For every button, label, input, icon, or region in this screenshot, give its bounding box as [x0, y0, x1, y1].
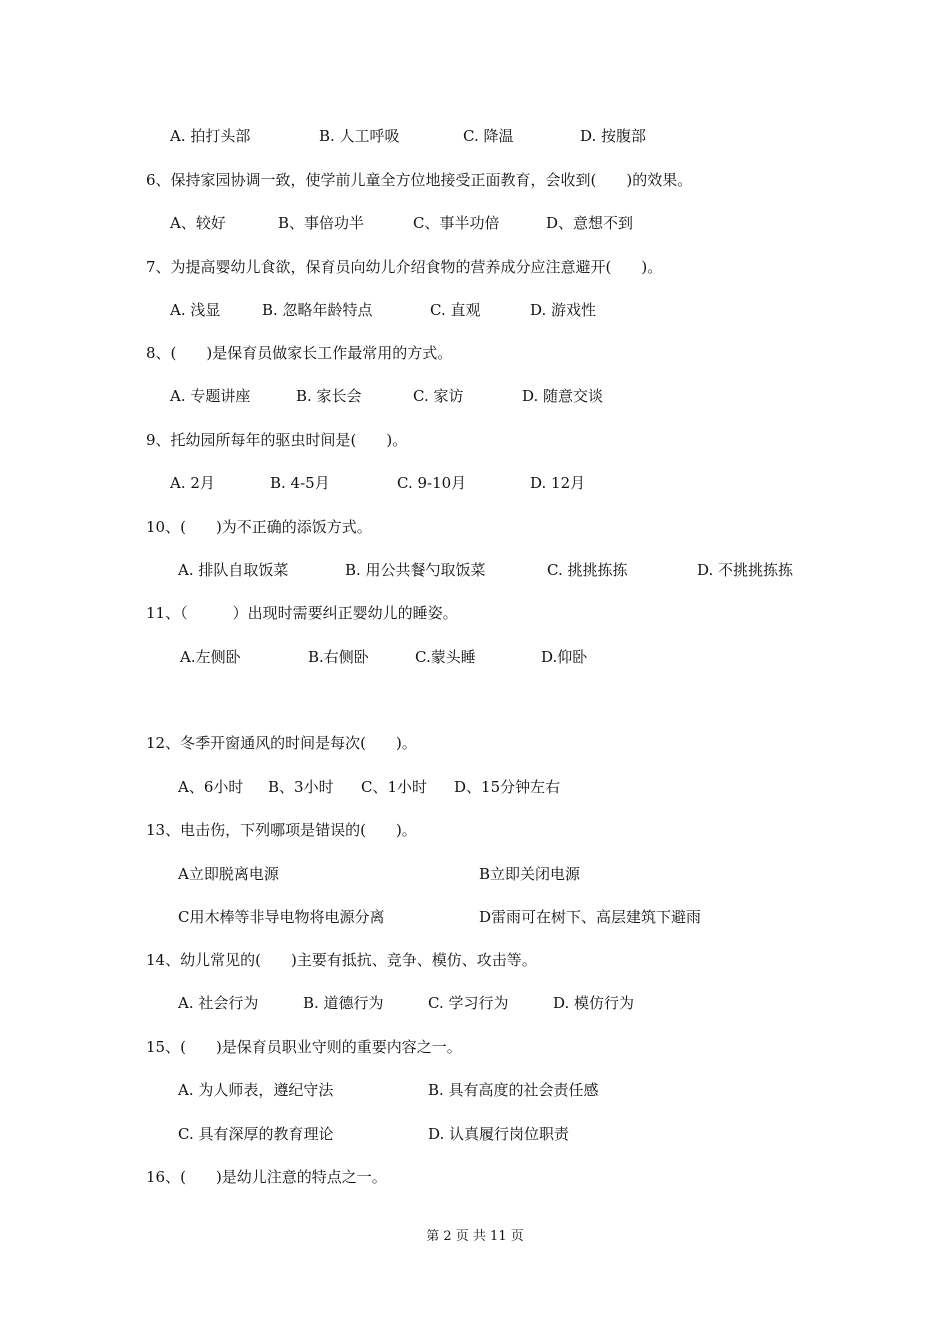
q12-option-c: C、1小时: [361, 778, 428, 796]
question-15-stem: 15、( )是保育员职业守则的重要内容之一。: [146, 1038, 462, 1056]
page-number-footer: 第 2 页 共 11 页: [426, 1229, 524, 1244]
question-8-stem: 8、( )是保育员做家长工作最常用的方式。: [146, 344, 453, 362]
q12-option-b: B、3小时: [268, 778, 334, 796]
q15-option-d: D. 认真履行岗位职责: [428, 1125, 570, 1143]
q9-option-c: C. 9-10月: [397, 474, 467, 492]
q13-option-c: C用木棒等非导电物将电源分离: [178, 908, 385, 926]
q6-option-c: C、事半功倍: [413, 214, 500, 232]
q6-option-b: B、事倍功半: [278, 214, 365, 232]
q13-option-d: D雷雨可在树下、高层建筑下避雨: [479, 908, 702, 926]
q6-option-a: A、较好: [170, 214, 226, 232]
question-11-stem: 11、（ ）出现时需要纠正婴幼儿的睡姿。: [146, 604, 458, 622]
question-12-stem: 12、冬季开窗通风的时间是每次( )。: [146, 734, 417, 752]
q13-option-b: B立即关闭电源: [479, 865, 581, 883]
q14-option-c: C. 学习行为: [428, 994, 509, 1012]
q8-option-a: A. 专题讲座: [170, 387, 251, 405]
q6-option-d: D、意想不到: [546, 214, 634, 232]
question-13-stem: 13、电击伤，下列哪项是错误的( )。: [146, 821, 417, 839]
q15-option-b: B. 具有高度的社会责任感: [428, 1081, 599, 1099]
q11-option-c: C.蒙头睡: [415, 648, 476, 666]
question-7-stem: 7、为提高婴幼儿食欲，保育员向幼儿介绍食物的营养成分应注意避开( )。: [146, 258, 663, 276]
question-14-stem: 14、幼儿常见的( )主要有抵抗、竞争、模仿、攻击等。: [146, 951, 537, 969]
q5-option-d: D. 按腹部: [580, 127, 647, 145]
q14-option-a: A. 社会行为: [178, 994, 259, 1012]
q7-option-c: C. 直观: [430, 301, 481, 319]
q8-option-d: D. 随意交谈: [522, 387, 604, 405]
q9-option-b: B. 4-5月: [270, 474, 330, 492]
q5-option-b: B. 人工呼吸: [319, 127, 400, 145]
q7-option-d: D. 游戏性: [530, 301, 597, 319]
q9-option-d: D. 12月: [530, 474, 586, 492]
q11-option-a: A.左侧卧: [180, 648, 241, 666]
question-6-stem: 6、保持家园协调一致，使学前儿童全方位地接受正面教育，会收到( )的效果。: [146, 171, 693, 189]
q10-option-a: A. 排队自取饭菜: [178, 561, 289, 579]
q11-option-b: B.右侧卧: [308, 648, 369, 666]
question-9-stem: 9、托幼园所每年的驱虫时间是( )。: [146, 431, 408, 449]
q5-option-a: A. 拍打头部: [170, 127, 251, 145]
q10-option-c: C. 挑挑拣拣: [547, 561, 628, 579]
q10-option-d: D. 不挑挑拣拣: [697, 561, 794, 579]
q13-option-a: A立即脱离电源: [178, 865, 279, 883]
question-16-stem: 16、( )是幼儿注意的特点之一。: [146, 1168, 387, 1186]
q5-option-c: C. 降温: [463, 127, 514, 145]
q15-option-a: A. 为人师表，遵纪守法: [178, 1081, 334, 1099]
q14-option-b: B. 道德行为: [303, 994, 384, 1012]
q15-option-c: C. 具有深厚的教育理论: [178, 1125, 334, 1143]
q14-option-d: D. 模仿行为: [553, 994, 635, 1012]
q12-option-d: D、15分钟左右: [454, 778, 561, 796]
q7-option-a: A. 浅显: [170, 301, 221, 319]
q11-option-d: D.仰卧: [541, 648, 588, 666]
q7-option-b: B. 忽略年龄特点: [262, 301, 373, 319]
q8-option-c: C. 家访: [413, 387, 464, 405]
q9-option-a: A. 2月: [170, 474, 215, 492]
q12-option-a: A、6小时: [178, 778, 244, 796]
q10-option-b: B. 用公共餐勺取饭菜: [345, 561, 486, 579]
q8-option-b: B. 家长会: [296, 387, 362, 405]
question-10-stem: 10、( )为不正确的添饭方式。: [146, 518, 372, 536]
